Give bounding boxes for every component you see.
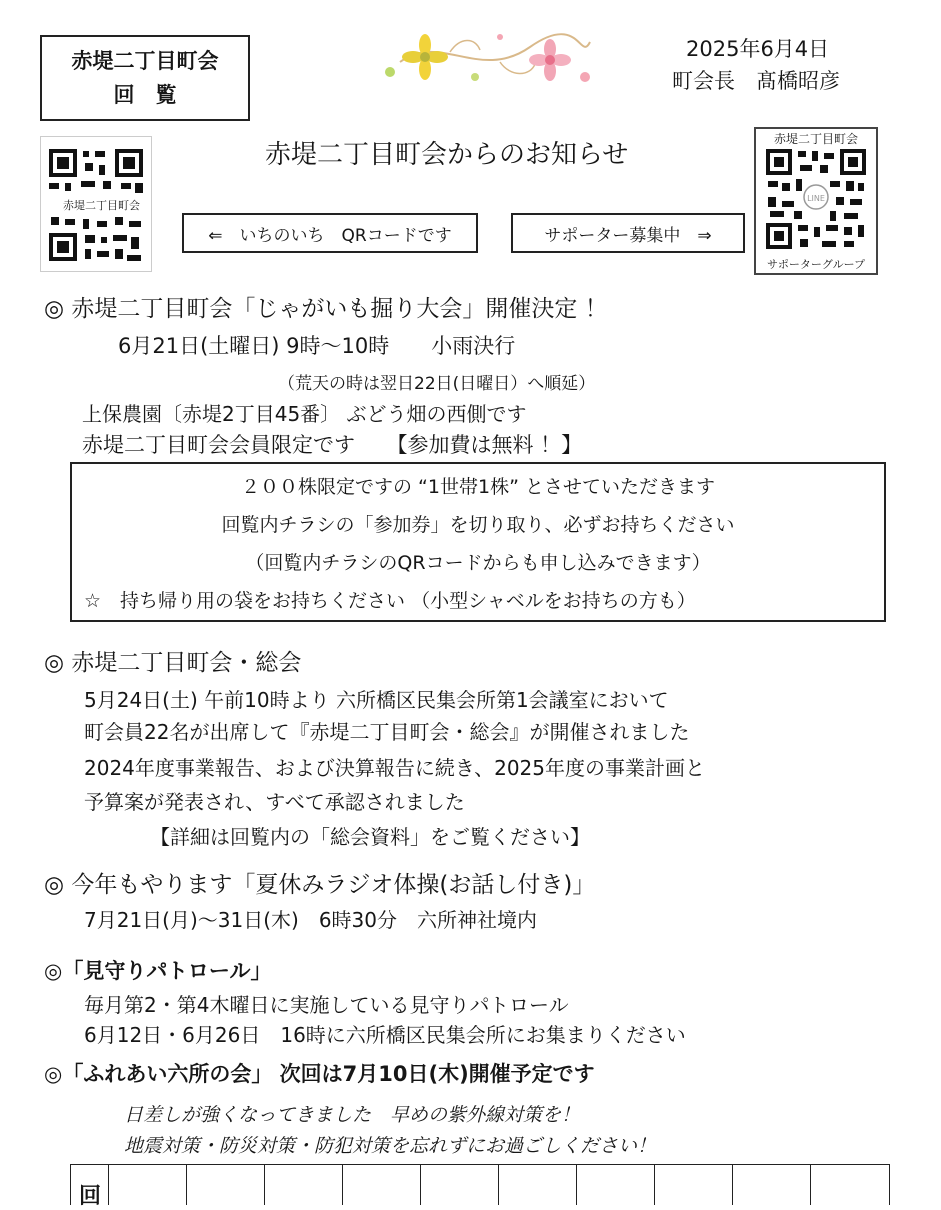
chairman-name: 町会長 髙橋昭彦 <box>672 69 840 93</box>
grid-cell <box>576 1164 655 1205</box>
qr-left-caption: 赤堤二丁目町会 <box>63 199 140 212</box>
radio-exercise-schedule: 7月21日(月)～31日(木) 6時30分 六所神社境内 <box>84 908 538 932</box>
qr-right-bottom-caption: サポーターグループ <box>766 258 866 271</box>
radio-exercise-heading: ◎ 今年もやります「夏休みラジオ体操(お話し付き)」 <box>44 872 596 898</box>
general-line-4: 予算案が発表され、すべて承認されました <box>84 790 465 814</box>
notice-bag: ☆ 持ち帰り用の袋をお持ちください （小型シャベルをお持ちの方も） <box>84 590 696 612</box>
general-line-3: 2024年度事業報告、および決算報告に続き、2025年度の事業計画と <box>84 756 705 780</box>
closing-uv-line: 日差しが強くなってきました 早めの紫外線対策を！ <box>124 1104 581 1126</box>
date-author-block <box>672 33 840 97</box>
ichinoichi-qr-label: ⇐ いちのいち QRコードです <box>208 225 452 246</box>
patrol-line-1: 毎月第2・第4木曜日に実施している見守りパトロール <box>84 993 569 1017</box>
general-meeting-heading: ◎ 赤堤二丁目町会・総会 <box>44 650 302 676</box>
circulation-label: 回 覧 <box>113 82 177 107</box>
supporter-recruit-label: サポーター募集中 ⇒ <box>544 225 712 246</box>
potato-members-only: 赤堤二丁目町会会員限定です 【参加費は無料 ！】 <box>82 433 583 457</box>
supporter-recruit-label-box <box>511 213 745 253</box>
flower-decoration-icon <box>380 22 595 92</box>
qr-right-top-caption: 赤堤二丁目町会 <box>773 132 858 146</box>
potato-datetime: 6月21日(土曜日) 9時～10時 小雨決行 <box>118 334 516 358</box>
grid-cell <box>186 1164 265 1205</box>
grid-cell <box>264 1164 343 1205</box>
general-line-2: 町会員22名が出席して『赤堤二丁目町会・総会』が開催されました <box>84 720 690 744</box>
grid-first-cell-label: 回 <box>79 1184 102 1209</box>
grid-cell <box>498 1164 577 1205</box>
notice-limit: ２００株限定ですの “1世帯1株” とさせていただきます <box>241 476 715 498</box>
ichinoichi-qr-label-box <box>182 213 478 253</box>
potato-rain-note: （荒天の時は翌日22日(日曜日）へ順延） <box>278 374 596 394</box>
patrol-line-2: 6月12日・6月26日 16時に六所橋区民集会所にお集まりください <box>84 1023 686 1047</box>
fureai-heading: ◎「ふれあい六所の会」 次回は7月10日(木)開催予定です <box>44 1062 595 1086</box>
circulation-label-box <box>40 35 250 121</box>
grid-cell <box>342 1164 421 1205</box>
issue-date: 2025年6月4日 <box>686 37 830 61</box>
notice-ticket: 回覧内チラシの「参加券」を切り取り、必ずお持ちください <box>221 514 735 536</box>
svg-text:LINE: LINE <box>807 194 825 203</box>
grid-cell <box>810 1164 890 1205</box>
grid-cell <box>654 1164 733 1205</box>
general-details-note: 【詳細は回覧内の「総会資料」をご覧ください】 <box>150 825 590 849</box>
grid-cell <box>70 1164 109 1209</box>
potato-notice-box <box>70 462 886 622</box>
general-line-1: 5月24日(土) 午前10時より 六所橋区民集会所第1会議室において <box>84 688 669 712</box>
potato-place: 上保農園〔赤堤2丁目45番〕 ぶどう畑の西側です <box>82 402 527 426</box>
grid-cell <box>420 1164 499 1205</box>
circulation-grid <box>70 1164 890 1209</box>
closing-safety-line: 地震対策・防災対策・防犯対策を忘れずにお過ごしください！ <box>124 1135 657 1157</box>
page-title: 赤堤二丁目町会からのお知らせ <box>265 140 629 170</box>
potato-heading: ◎ 赤堤二丁目町会「じゃがいも掘り大会」開催決定 ！ <box>44 296 608 322</box>
qr-code-left[interactable] <box>40 136 152 272</box>
notice-qr-apply: （回覧内チラシのQRコードからも申し込みできます） <box>245 552 711 574</box>
grid-cell <box>732 1164 811 1205</box>
patrol-heading: ◎「見守りパトロール」 <box>44 959 272 983</box>
grid-cell <box>108 1164 187 1205</box>
org-name: 赤堤二丁目町会 <box>71 48 219 73</box>
qr-code-icon <box>764 147 868 251</box>
qr-code-right[interactable] <box>754 127 878 275</box>
